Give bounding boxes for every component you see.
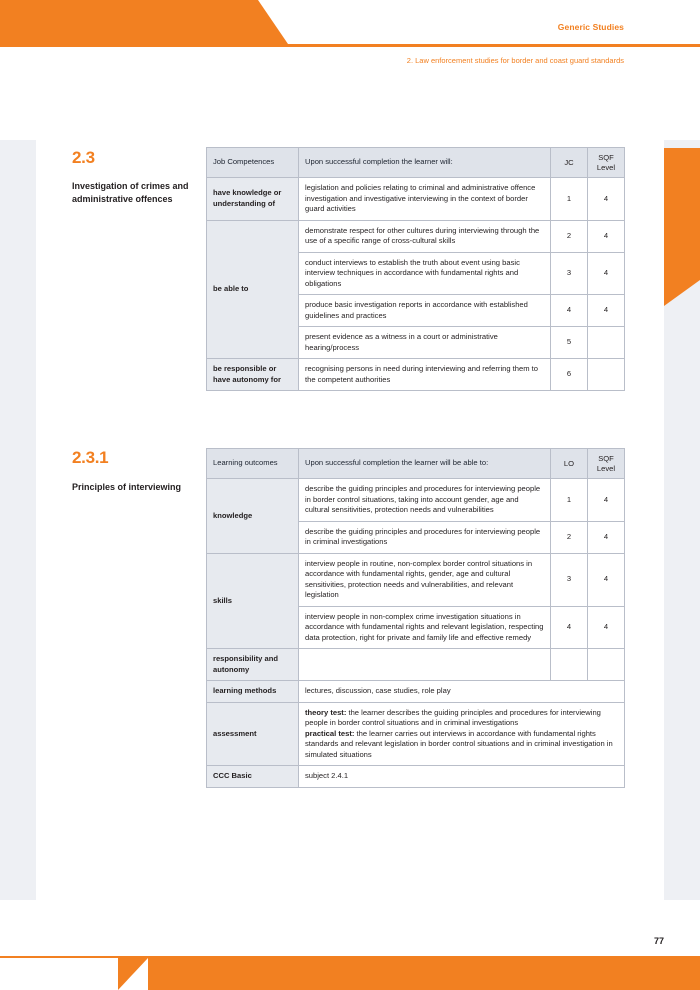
table-row bbox=[207, 220, 625, 252]
row-lo: 3 bbox=[551, 553, 588, 606]
assessment-theory-test bbox=[305, 708, 618, 729]
row-statement: recognising persons in need during interviewing and referring them to the competent authorities bbox=[299, 359, 551, 391]
row-sqf bbox=[588, 359, 625, 391]
right-orange-tab bbox=[664, 148, 700, 280]
row-sqf: 4 bbox=[588, 178, 625, 221]
row-sqf: 4 bbox=[588, 606, 625, 649]
row-lo: 1 bbox=[551, 479, 588, 522]
row-label-skills: skills bbox=[207, 553, 299, 649]
row-sqf: 4 bbox=[588, 252, 625, 295]
row-label-able-to: be able to bbox=[207, 220, 299, 359]
row-statement: interview people in routine, non-complex border control situations in accordance with fundamental rights, gender, age and cultural sensitivities, protection needs and vulnerabilities, and relevant legislation bbox=[299, 553, 551, 606]
row-statement: demonstrate respect for other cultures during interviewing through the use of a specific range of cross-cultural skills bbox=[299, 220, 551, 252]
row-label-assessment: assessment bbox=[207, 702, 299, 766]
row-label-knowledge: have knowledge or understanding of bbox=[207, 178, 299, 221]
row-assessment-text bbox=[299, 702, 625, 766]
row-jc: 5 bbox=[551, 327, 588, 359]
row-lo: 2 bbox=[551, 521, 588, 553]
table-row bbox=[207, 649, 625, 681]
section-title-2-3: Investigation of crimes and administrative offences bbox=[72, 181, 189, 204]
row-sqf: 4 bbox=[588, 479, 625, 522]
row-sqf: 4 bbox=[588, 220, 625, 252]
section-title-2-3-1: Principles of interviewing bbox=[72, 482, 182, 492]
row-statement bbox=[299, 649, 551, 681]
page-number: 77 bbox=[653, 936, 664, 946]
table-row bbox=[207, 479, 625, 522]
row-label-ccc-basic: CCC Basic bbox=[207, 766, 299, 788]
table-row bbox=[207, 681, 625, 703]
col-header-lo: LO bbox=[551, 449, 588, 479]
row-label-knowledge: knowledge bbox=[207, 479, 299, 554]
row-label-responsibility-autonomy: responsibility and autonomy bbox=[207, 649, 299, 681]
table-header-row bbox=[207, 148, 625, 178]
table-row bbox=[207, 702, 625, 766]
assessment-practical-label: practical test: bbox=[305, 728, 355, 738]
row-statement: produce basic investigation reports in accordance with established guidelines and practices bbox=[299, 295, 551, 327]
col-header-job-competences: Job Competences bbox=[207, 148, 299, 178]
row-jc: 2 bbox=[551, 220, 588, 252]
assessment-theory-body: the learner describes the guiding principles and procedures for interviewing people in border control situations and in criminal investigations bbox=[305, 707, 601, 727]
row-sqf: 4 bbox=[588, 521, 625, 553]
col-header-jc: JC bbox=[551, 148, 588, 178]
col-header-learning-outcomes: Learning outcomes bbox=[207, 449, 299, 479]
assessment-theory-label: theory test: bbox=[305, 707, 347, 717]
top-rule bbox=[0, 44, 700, 47]
section-number-2-3: 2.3 bbox=[72, 148, 95, 167]
col-header-sqf-level: SQF Level bbox=[588, 449, 625, 479]
top-orange-shape bbox=[0, 0, 258, 44]
row-jc: 3 bbox=[551, 252, 588, 295]
left-margin-band bbox=[0, 140, 36, 900]
page-header-title: Generic Studies bbox=[557, 22, 624, 32]
row-label-responsible: be responsible or have autonomy for bbox=[207, 359, 299, 391]
learning-outcomes-table bbox=[206, 448, 625, 788]
table-row bbox=[207, 553, 625, 606]
page-subheader: 2. Law enforcement studies for border and coast guard standards bbox=[406, 56, 624, 65]
row-statement: describe the guiding principles and procedures for interviewing people in criminal investigations bbox=[299, 521, 551, 553]
row-sqf bbox=[588, 649, 625, 681]
row-jc: 4 bbox=[551, 295, 588, 327]
row-statement: interview people in non-complex crime investigation situations in accordance with fundamental rights and relevant legislation, respecting data protection, right for private and family life and effective remedy bbox=[299, 606, 551, 649]
row-statement: describe the guiding principles and procedures for interviewing people in border control situations, taking into account gender, age and cultural sensitivities, protection needs and vulnerabilities bbox=[299, 479, 551, 522]
table-row bbox=[207, 178, 625, 221]
section-number-2-3-1: 2.3.1 bbox=[72, 448, 109, 467]
row-sqf: 4 bbox=[588, 295, 625, 327]
job-competences-table bbox=[206, 147, 625, 391]
row-sqf: 4 bbox=[588, 553, 625, 606]
row-label-learning-methods: learning methods bbox=[207, 681, 299, 703]
row-statement: legislation and policies relating to criminal and administrative offence investigation and investigative interviewing in the context of border guard activities bbox=[299, 178, 551, 221]
table-row bbox=[207, 766, 625, 788]
row-statement: present evidence as a witness in a court or administrative hearing/process bbox=[299, 327, 551, 359]
col-header-sqf-level: SQF Level bbox=[588, 148, 625, 178]
row-ccc-basic-text: subject 2.4.1 bbox=[299, 766, 625, 788]
row-statement: conduct interviews to establish the truth about event using basic interview techniques in accordance with fundamental rights and obligations bbox=[299, 252, 551, 295]
row-jc: 1 bbox=[551, 178, 588, 221]
assessment-practical-test bbox=[305, 729, 618, 761]
assessment-practical-body: the learner carries out interviews in accordance with fundamental rights standards and relevant legislation in border control situations and in criminal investigation in simulated situations bbox=[305, 728, 613, 759]
row-sqf bbox=[588, 327, 625, 359]
col-header-statement: Upon successful completion the learner will: bbox=[299, 148, 551, 178]
table-row bbox=[207, 359, 625, 391]
col-header-statement: Upon successful completion the learner will be able to: bbox=[299, 449, 551, 479]
bottom-orange-shape bbox=[148, 958, 700, 990]
row-jc: 6 bbox=[551, 359, 588, 391]
row-lo: 4 bbox=[551, 606, 588, 649]
row-lo bbox=[551, 649, 588, 681]
table-header-row bbox=[207, 449, 625, 479]
row-learning-methods-text: lectures, discussion, case studies, role play bbox=[299, 681, 625, 703]
